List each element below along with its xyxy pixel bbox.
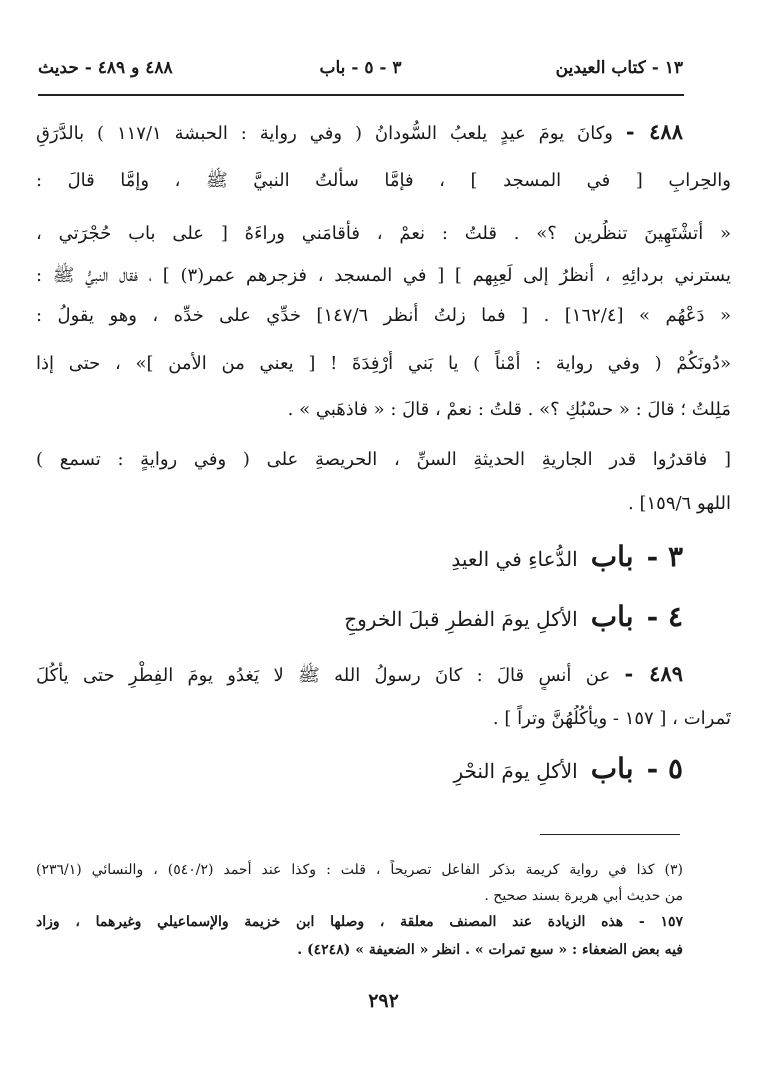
hadith-488-line-3: « أتشْتَهِينَ تنظُرين ؟» . قلتُ : نعمْ ، فأقامَني وراءَهُ [ على باب حُجْرَتي ، (36, 223, 731, 244)
hadith-489-line-1 (36, 660, 683, 690)
header-hadith-range: ٤٨٨ و ٤٨٩ - حديث (38, 58, 173, 78)
footnote-3-line-2: من حديث أبي هريرة بسند صحيح . (484, 888, 683, 904)
hadith-488-number: ٤٨٨ - (625, 119, 683, 144)
hadith-488-line-4: يسترني بردائِهِ ، أنظرُ إلى لَعِبِهم ] [ في المسجد ، فزجرهم عمر(٣) ] ، فقال النبيُّ ﷺ : (36, 265, 731, 286)
header-divider (38, 94, 684, 96)
hadith-488-line-1 (36, 118, 683, 148)
header-book-title: ١٣ - كتاب العيدين (555, 58, 683, 78)
page-number: ٢٩٢ (368, 990, 399, 1012)
chapter-5-bab: باب (590, 752, 634, 785)
chapter-3-bab: باب (590, 540, 634, 573)
hadith-488-line-9: اللهو ١٥٩/٦] . (628, 493, 731, 514)
hadith-488-line-7: مَلِلتُ ؛ قالَ : « حسْبُكِ ؟» . قلتُ : نعمْ ، قالَ : « فاذهَبي » . (287, 399, 731, 420)
hadith-488-line-8: [ فاقدرُوا قدر الجاريةِ الحديثةِ السنِّ ، الحريصةِ على ( وفي روايةٍ : تسمع ) (36, 449, 731, 470)
chapter-4-number: ٤ - (646, 600, 683, 633)
chapter-5-heading (453, 752, 683, 785)
chapter-4-bab: باب (590, 600, 634, 633)
chapter-3-number: ٣ - (646, 540, 683, 573)
chapter-3-title: الدُّعاءِ في العيدِ (451, 547, 578, 571)
chapter-4-heading (344, 600, 683, 633)
chapter-5-number: ٥ - (646, 752, 683, 785)
chapter-4-title: الأكلِ يومَ الفطرِ قبلَ الخروجِ (344, 607, 578, 631)
hadith-488-line-5: « دَعْهُم » [١٦٢/٤] . [ فما زلتُ أنظر ١٤٧/٦] خدِّي على خدِّه ، وهو يقولُ : (36, 305, 731, 326)
footnote-3-line-1: (٣) كذا في رواية كريمة بذكر الفاعل تصريحاً ، قلت : وكذا عند أحمد (٥٤٠/٢) ، والنسائي (٢٣٦/١) (36, 862, 683, 878)
hadith-489-text-1: عن أنسٍ قالَ : كانَ رسولُ الله ﷺ لا يَغدُو يومَ الفِطْرِ حتى يأكُلَ (36, 665, 611, 686)
hadith-488-text-1: وكانَ يومَ عيدٍ يلعبُ السُّودانُ ( وفي رواية : الحبشة ١١٧/١ ) بالدَّرَقِ (36, 123, 613, 144)
header-chapter-range: ٣ - ٥ - باب (319, 58, 402, 78)
hadith-488-line-6: «دُونَكُمْ ( وفي رواية : أَمْناً ) يا بَني أَرْفِدَةَ ! [ يعني من الأمن ]» ، حتى إذا (36, 353, 731, 374)
hadith-489-number: ٤٨٩ - (624, 661, 683, 686)
footnote-divider (540, 834, 680, 835)
running-header (38, 58, 683, 86)
hadith-489-line-2: تَمرات ، [ ١٥٧ - ويأكُلُهُنَّ وتراً ] . (492, 708, 731, 729)
chapter-3-heading (451, 540, 683, 573)
hadith-488-line-2: والحِرابِ [ في المسجد ] ، فإمَّا سألتُ النبيَّ ﷺ ، وإمَّا قالَ : (36, 170, 731, 191)
chapter-5-title: الأكلِ يومَ النحْرِ (453, 759, 578, 783)
footnote-157-line-1: ١٥٧ - هذه الزيادة عند المصنف معلقة ، وصلها ابن خزيمة والإسماعيلي وغيرهما ، وزاد (36, 914, 683, 930)
footnote-157-line-2: فيه بعض الضعفاء : « سبع تمرات » . انظر « الضعيفة » (٤٢٤٨) . (297, 942, 683, 958)
